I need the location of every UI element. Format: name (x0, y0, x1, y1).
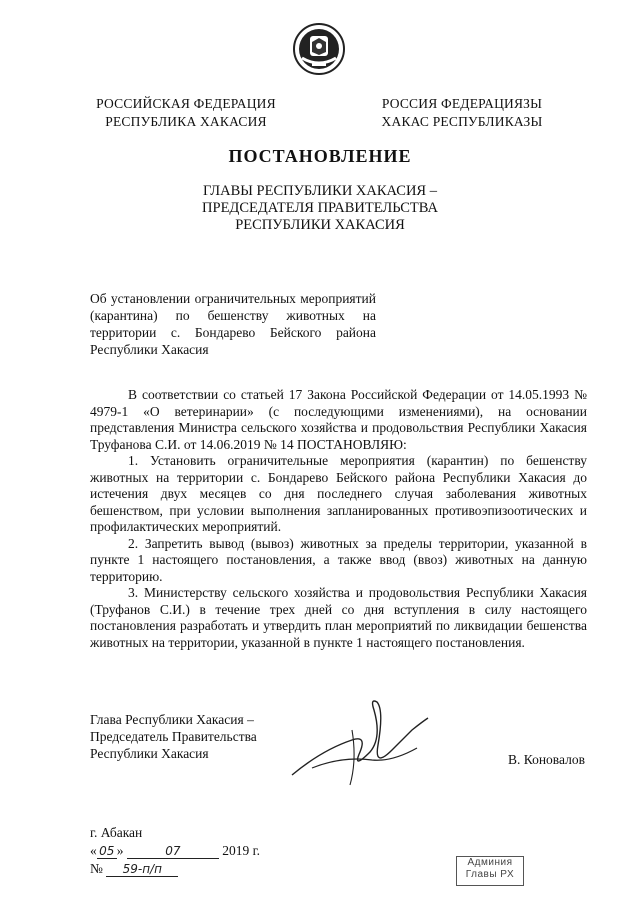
header-right-line-1: РОССИЯ ФЕДЕРАЦИЯЗЫ (381, 96, 543, 111)
handwritten-signature-icon (282, 690, 442, 790)
signatory-position-line-3: Республики Хакасия (90, 746, 209, 761)
number-value: 59-п/п (106, 862, 178, 877)
body-paragraph-3: 3. Министерству сельского хозяйства и продовольствия Республики Хакасия (Труфанов С.И.) в течение трех дней со дня вступления в силу настоящего постановления разработать и утвердить план мероприятий по ликвидации бешенства животных на территории, указанной в пункте 1 настоящего постановления. (90, 585, 587, 650)
signatory-position-line-1: Глава Республики Хакасия – (90, 712, 254, 727)
date-month: 07 (127, 844, 219, 859)
issue-place: г. Абакан (90, 825, 143, 840)
issue-date (90, 843, 340, 861)
date-year: 2019 г. (222, 843, 261, 858)
signatory-position-line-2: Председатель Правительства (90, 729, 257, 744)
stamp-line-2: Главы РХ (465, 869, 515, 880)
registration-stamp (456, 856, 524, 886)
body-paragraph-2: 2. Запретить вывод (вывоз) животных за пределы территории, указанной в пункте 1 настоящего постановления, а также ввод (ввоз) животных на данную территорию. (90, 535, 587, 584)
document-title: ПОСТАНОВЛЕНИЕ (228, 146, 412, 166)
number-label: № (90, 861, 103, 876)
coat-of-arms-icon (292, 22, 346, 76)
signatory-name: В. Коновалов (508, 752, 585, 767)
header-left (86, 95, 286, 131)
header-left-line-1: РОССИЙСКАЯ ФЕДЕРАЦИЯ (96, 96, 276, 111)
header-right-line-2: ХАКАС РЕСПУБЛИКАЗЫ (381, 114, 543, 129)
subtitle-line-2: ПРЕДСЕДАТЕЛЯ ПРАВИТЕЛЬСТВА (202, 200, 438, 216)
document-body (90, 387, 587, 651)
date-open-quote: « (90, 843, 97, 858)
body-paragraph-1: 1. Установить ограничительные мероприятия (карантин) по бешенству животных на территории с. Бондарево Бейского района Республики Хакасия до истечения двух месяцев со дня последнего случая заболевания животных бешенством, при условии выполнения запланированных противоэпизоотических и профилактических мероприятий. (90, 453, 587, 534)
subtitle-line-3: РЕСПУБЛИКИ ХАКАСИЯ (235, 217, 405, 233)
issue-number (90, 861, 290, 879)
header-left-line-2: РЕСПУБЛИКА ХАКАСИЯ (105, 114, 267, 129)
subtitle-line-1: ГЛАВЫ РЕСПУБЛИКИ ХАКАСИЯ – (203, 183, 437, 199)
body-paragraph-preamble: В соответствии со статьей 17 Закона Российской Федерации от 14.05.1993 № 4979-1 «О ветеринарии» (с последующими изменениями), на основании представления Министра сельского хозяйства и продовольствия Республики Хакасия Труфанова С.И. от 14.06.2019 № 14 ПОСТАНОВЛЯЮ: (90, 387, 587, 452)
document-subject: Об установлении ограничительных мероприятий (карантина) по бешенству животных на территории с. Бондарево Бейского района Республики Хакасия (90, 291, 376, 357)
document-subtitle (0, 183, 640, 234)
date-close-quote: » (116, 843, 124, 858)
date-day: 05 (97, 844, 117, 859)
stamp-line-1: Админия (467, 857, 513, 868)
header-right (372, 95, 552, 131)
signatory-position (90, 711, 290, 762)
